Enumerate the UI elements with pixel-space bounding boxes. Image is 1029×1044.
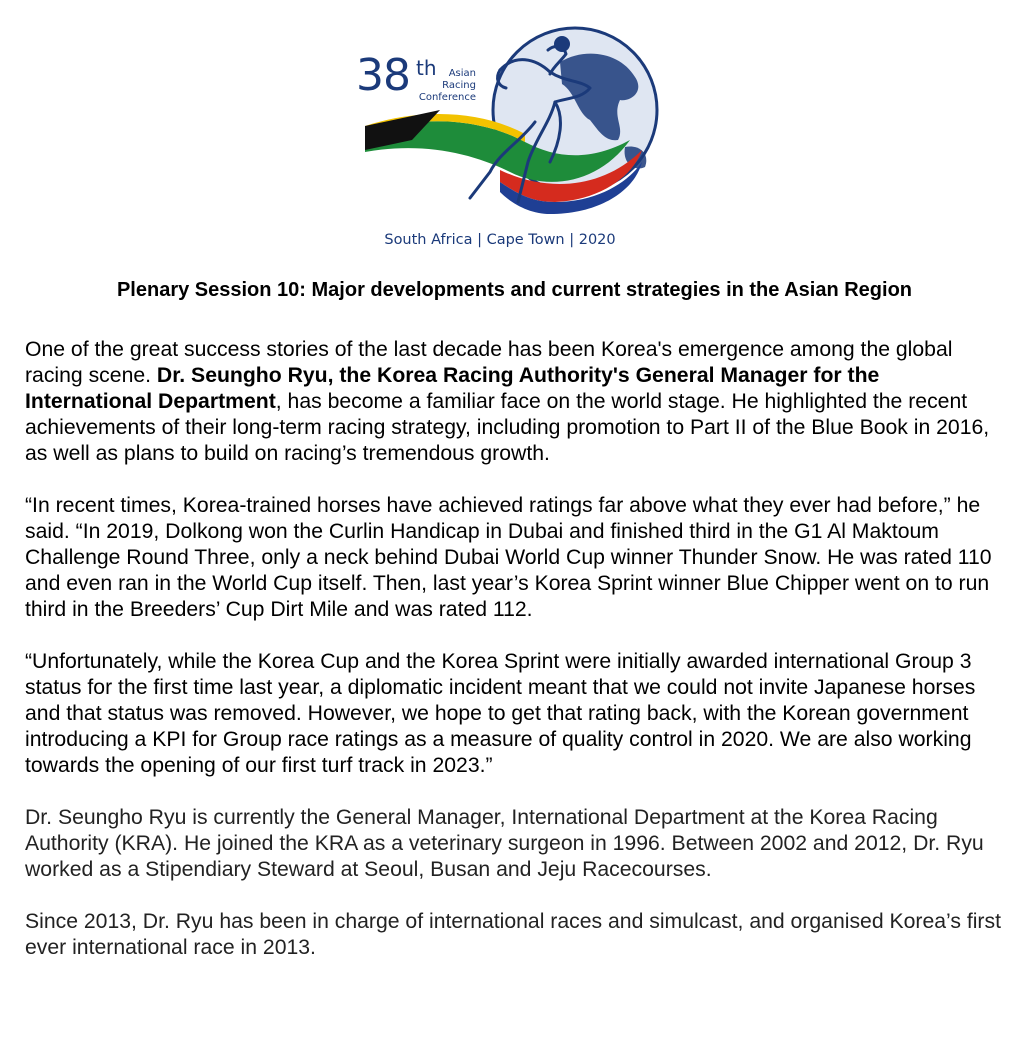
jockey-helmet (554, 36, 570, 52)
logo-number: 38 (356, 50, 410, 101)
logo-line-asian: Asian (448, 68, 476, 79)
logo-tagline: South Africa | Cape Town | 2020 (384, 232, 616, 248)
logo-line-conference: Conference (418, 92, 476, 103)
logo-conference-name (418, 68, 476, 104)
paragraph-intro-lead: One of the great success stories of the last decade has been Korea's emergence among the global racing scene. (25, 338, 953, 387)
paragraph-quote-1: “In recent times, Korea-trained horses have achieved ratings far above what they ever had before,” he said. “In 2019, Dolkong won the Curlin Handicap in Dubai and finished third in the G1 Al Maktoum Challenge Round Three, only a neck behind Dubai World Cup winner Thunder Snow. He was rated 110 and even ran in the World Cup itself. Then, last year’s Korea Sprint winner Blue Chipper went on to run third in the Breeders’ Cup Dirt Mile and was rated 112. (25, 494, 992, 621)
session-title: Plenary Session 10: Major developments and current strategies in the Asian Region (116, 279, 913, 301)
paragraph-intro (25, 337, 1010, 467)
logo-ordinal-suffix: th (416, 56, 437, 80)
paragraph-quote-2: “Unfortunately, while the Korea Cup and the Korea Sprint were initially awarded international Group 3 status for the first time last year, a diplomatic incident meant that we could not invite Japanese horses and that status was removed. However, we hope to get that rating back, with the Korean government introducing a KPI for Group race ratings as a measure of quality control in 2020. We are also working towards the opening of our first turf track in 2023.” (25, 650, 976, 777)
article-body (25, 337, 1010, 987)
paragraph-bio-2: Since 2013, Dr. Ryu has been in charge of international races and simulcast, and organised Korea’s first ever international race in 2013. (25, 910, 1001, 959)
paragraph-intro-tail: , has become a familiar face on the world stage. He highlighted the recent achievements of their long-term racing strategy, including promotion to Part II of the Blue Book in 2016, as well as plans to build on racing’s tremendous growth. (25, 390, 990, 465)
speaker-name-bold: Dr. Seungho Ryu, the Korea Racing Authority's General Manager for the International Department (25, 364, 880, 413)
conference-logo (350, 22, 680, 262)
logo-line-racing: Racing (442, 80, 476, 91)
paragraph-bio-1: Dr. Seungho Ryu is currently the General Manager, International Department at the Korea Racing Authority (KRA). He joined the KRA as a veterinary surgeon in 1996. Between 2002 and 2012, Dr. Ryu worked as a Stipendiary Steward at Seoul, Busan and Jeju Racecourses. (25, 806, 984, 881)
